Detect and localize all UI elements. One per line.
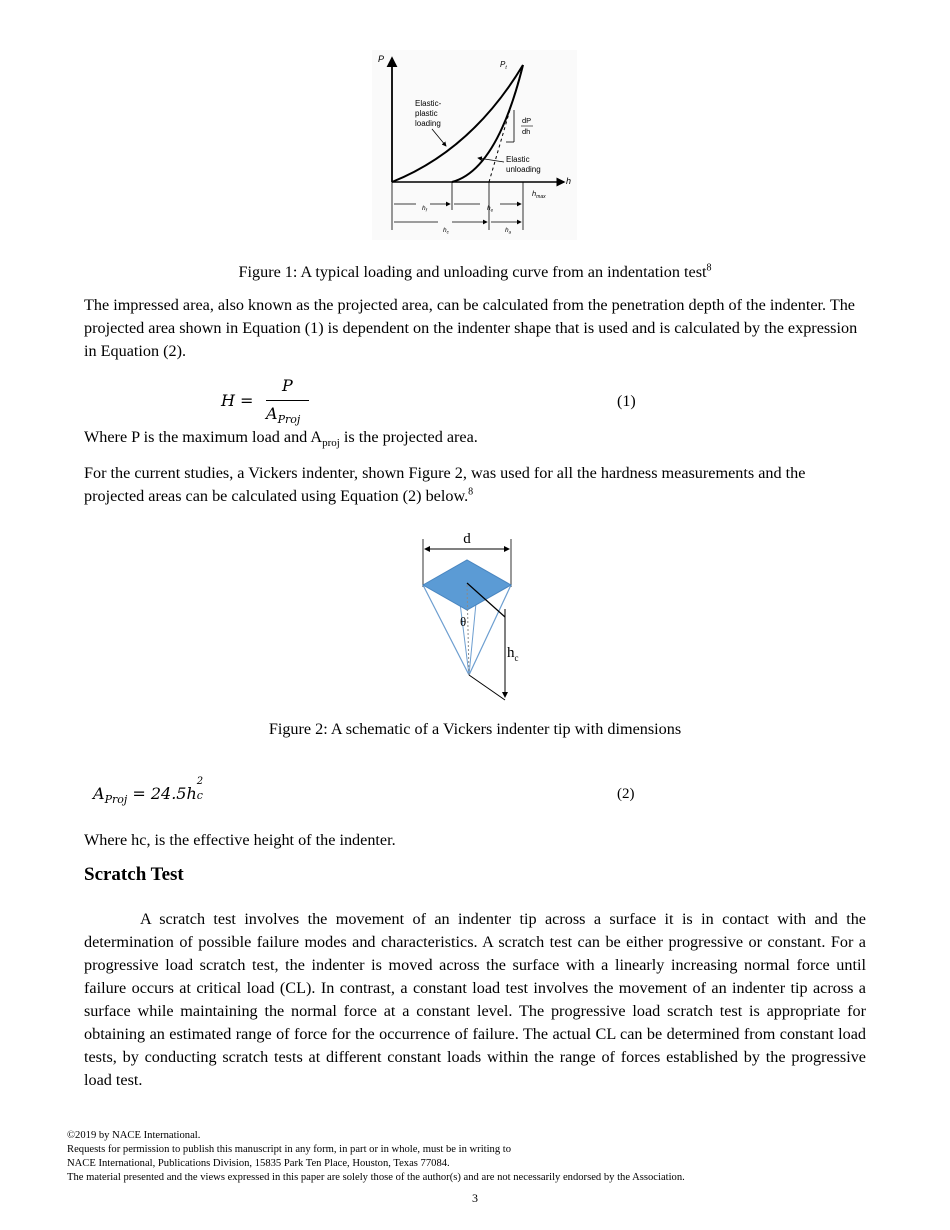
footer-permission: Requests for permission to publish this manuscript in any form, in part or in whole, must be in writing to	[67, 1144, 512, 1155]
he-label: $h_e$	[487, 205, 494, 213]
eq1-denominator: $A_{Proj}$	[266, 404, 301, 427]
h-axis-label: h	[566, 176, 572, 186]
p-axis-label: P	[378, 54, 385, 64]
eq1-numerator: P	[282, 376, 293, 395]
elastic-plastic-label: Elastic- plastic loading	[415, 99, 442, 128]
eq2-number: (2)	[617, 786, 635, 802]
eq1-number: (1)	[617, 393, 636, 410]
ha-label: $h_a$	[505, 227, 512, 235]
tip-baseline	[469, 675, 505, 700]
where-hc-line: Where hc, is the effective height of the indenter.	[84, 831, 396, 849]
eq1-lhs: H =	[221, 391, 254, 410]
figure2-caption: Figure 2: A schematic of a Vickers indenter tip with dimensions	[268, 720, 682, 738]
section-heading-scratch-test: Scratch Test	[84, 864, 184, 885]
where-p-line: Where P is the maximum load and $A_{proj}$ is the projected area.	[84, 428, 478, 450]
equation-1	[221, 376, 341, 426]
theta-label: θ	[460, 614, 467, 629]
hf-label: $h_f$	[422, 205, 427, 213]
figure2-vickers-indenter-diagram	[410, 525, 540, 710]
eq1-fraction-bar	[266, 400, 309, 401]
figure1-load-displacement-diagram	[372, 50, 577, 240]
hmax-label: $h_{max}$	[532, 189, 546, 200]
figure1-caption	[0, 263, 950, 282]
pyramid-edge-front-right	[469, 603, 476, 675]
paragraph-projected-area: The impressed area, also known as the projected area, can be calculated from the penetration depth of the indenter. The projected area shown in Equation (1) is dependent on the indenter shape that is used and is calculated by the expression in Equation (2).	[84, 296, 858, 360]
footer-address: NACE International, Publications Division, 15835 Park Ten Place, Houston, Texas 77084.	[67, 1158, 450, 1169]
dh-label: dh	[522, 127, 531, 136]
pt-label: $P_t$	[500, 60, 507, 71]
dp-label: dP	[522, 116, 532, 125]
equation-2: $A_{Proj} = 24.5h$ 2 c	[93, 776, 204, 807]
footer-copyright: ©2019 by NACE International.	[67, 1130, 201, 1141]
page-number: 3	[472, 1191, 478, 1205]
footer-disclaimer: The material presented and the views expressed in this paper are solely those of the author(s) and are not necessarily endorsed by the Association.	[67, 1172, 685, 1183]
footer	[67, 1129, 685, 1185]
d-label: d	[463, 531, 471, 547]
hc-label: $h_c$	[507, 645, 519, 663]
figure1-caption-text: Figure 1: A typical loading and unloading curve from an indentation test	[238, 263, 707, 281]
figure1-caption-ref: 8	[706, 262, 712, 274]
hc-label: $h_c$	[443, 227, 449, 235]
paragraph-scratch-test: A scratch test involves the movement of an indenter tip across a surface it is in contact with and the determination of possible failure modes and characteristics. A scratch test can be either progressive or constant. For a progressive load scratch test, the indenter is moved across the surface with a linearly increasing normal force until failure occurs at critical load (CL). In contrast, a constant load test involves the movement of an indenter tip across a surface while maintaining the normal force at a constant level. The progressive load scratch test is appropriate for obtaining an estimated range of force for the occurrence of failure. The actual CL can be determined from constant load tests, by conducting scratch tests at different constant loads within the range of forces established by the progressive load test.	[84, 910, 866, 1089]
paragraph-vickers: For the current studies, a Vickers indenter, shown Figure 2, was used for all the hardness measurements and the projected areas can be calculated using Equation (2) below.$^8$	[84, 464, 806, 505]
elastic-unloading-label: Elastic unloading	[506, 155, 541, 174]
